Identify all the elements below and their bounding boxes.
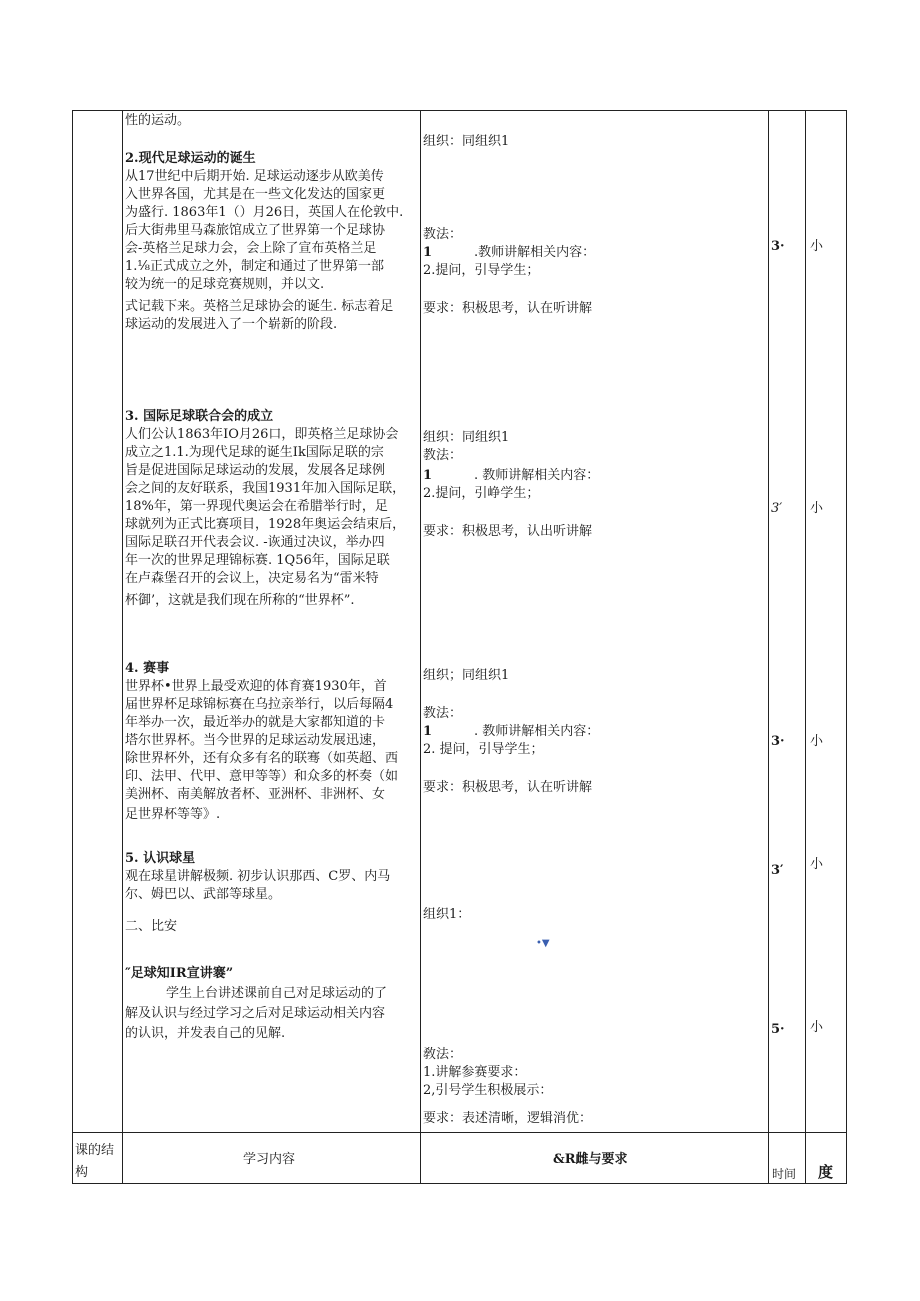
section3-line: 球就列为正式比赛项目，1928年奥运会结束后， [125,517,406,532]
intensity-value: 小 [810,239,824,254]
section4-title: 4. 赛事 [125,661,170,676]
block2-organization: 组织：同组织1 [423,430,510,445]
section3-line: 18%年，第一界现代奥运会在希腊举行时，足 [125,499,388,514]
table-border-right [846,110,847,1184]
table-border-bottom [72,1183,847,1184]
time-value: 5· [771,1022,785,1037]
section3-line: 年一次的世界足理锦标赛. 1Q56年，国际足联 [125,553,390,568]
section3-line: 成立之1.1.为现代足球的诞生Ik国际足联的宗 [125,445,384,460]
time-header: 时间 [772,1167,797,1181]
block3-method-label: 教法： [423,706,463,721]
column-divider-intensity [805,110,806,1184]
intensity-value: 小 [810,1020,824,1035]
section3-line: 人们公认1863年IO月26口，即英格兰足球协会 [125,427,399,442]
contest-title: ″足球知IR宣讲褰” [125,966,234,981]
contest-line: 解及认识与经过学习之后对足球运动相关内容 [125,1006,386,1021]
block1-method-label: 教法： [423,227,463,242]
method-header: &R雌与要求 [553,1152,628,1167]
section5-line: 观在球星讲解极频. 初步认识那西、C罗、内马 [125,869,391,884]
column-divider-method [420,110,421,1184]
section4-line: 足世界杯等等》. [125,807,221,822]
formation-diagram-icon: •▼ [536,938,550,949]
section2-line: 1.⅛正式成立之外，制定和通过了世界第一部 [125,259,385,274]
intensity-value: 小 [810,857,824,872]
section3-line: 旨是促进国际足球运动的发展，发展各足球例 [125,463,386,478]
block4-item2: 2,引号学生积极展示： [423,1083,553,1098]
section5-line: 尔、姆巴以、武部等球星。 [125,887,282,902]
time-value: 3· [771,239,785,254]
section2-title: 2.现代足球运动的诞生 [125,151,256,166]
intro-tail-text: 性的运动。 [125,113,191,128]
content-header: 学习内容 [243,1152,296,1167]
time-value: 3′ [771,863,784,878]
intensity-value: 小 [810,501,824,516]
intensity-value: 小 [810,734,824,749]
block1-organization: 组织：同组织1 [423,134,510,149]
block1-requirement: 要求：积极思考，认在听讲解 [423,301,593,316]
block4-requirement: 要求：表述清晰，逻辑消优： [423,1111,593,1126]
column-divider-time [768,110,769,1184]
degree-header: 度 [818,1163,834,1181]
section3-line: 会之间的友好联系，我国1931年加入国际足联， [125,481,406,496]
structure-header-line1: 课的结 [75,1143,115,1158]
section4-line: 年举办一次，最近举办的就是大家都知道的卡 [125,715,386,730]
block3-requirement: 要求：积极思考，认在听讲解 [423,780,593,795]
section2-line: 较为统一的足球竞赛规则，并以文. [125,277,325,292]
block4-organization: 组织1： [423,907,471,922]
column-divider-content [122,110,123,1184]
block2-item1-text: . 教师讲解相关内容： [474,468,600,483]
section4-line: 届世界杯足球锦标赛在乌拉亲举行，以后每隔4 [125,697,394,712]
part2-title: 二、比安 [125,919,178,934]
block2-requirement: 要求：积极思考，认出听讲解 [423,524,593,539]
table-border-top [72,110,847,111]
section2-line: 会-英格兰足球力会，会上除了宣布英格兰足 [125,241,377,256]
section4-line: 美洲杯、南美解放者杯、亚洲杯、非洲杯、女 [125,787,386,802]
footer-divider [72,1132,847,1133]
contest-line: 的认识，并发表自己的见解. [125,1026,286,1041]
section2-line: 式记载下来。英格兰足球协会的诞生. 标志着足 [125,299,394,314]
block2-item2: 2.提问，引峥学生； [423,486,540,501]
block1-item1-number: 1 [423,245,433,260]
section3-line: 在卢森堡召开的会议上，决定易名为“雷米特 [125,571,379,586]
block1-item2: 2.提问，引导学生； [423,263,540,278]
block3-item1-text: . 教师讲解相关内容： [474,724,600,739]
block3-item2: 2. 提问，引导学生； [423,742,544,757]
table-border-left [72,110,73,1184]
time-value: 3′ [771,501,783,516]
section3-line: 国际足联召开代表会议. -诙通过决议，举办四 [125,535,385,550]
section5-title: 5. 认识球星 [125,851,196,866]
section4-line: 塔尔世界杯。当今世界的足球运动发展迅速， [125,733,386,748]
block2-item1-number: 1 [423,468,433,483]
block3-item1-number: 1 [423,724,433,739]
section2-line: 入世界各国，尤其是在一些文化发达的国家更 [125,187,386,202]
block4-method-label: 敎法： [423,1047,463,1062]
section4-line: 除世界杯外，还有众多有名的联骞（如英超、西 [125,751,399,766]
time-value: 3· [771,734,785,749]
section2-line: 后大街弗里马森旅馆成立了世界第一个足球协 [125,223,386,238]
section2-line: 从17世纪中后期开始. 足球运动逐步从欧美传 [125,169,384,184]
block1-item1-text: .教师讲解相关内容： [474,245,596,260]
structure-header-line2: 构 [75,1165,89,1180]
section3-title: 3. 国际足球联合会的成立 [125,409,274,424]
section2-line: 球运动的发展进入了一个崭新的阶段. [125,317,338,332]
section3-line: 杯御’，这就是我们现在所称的“世界杯”. [125,593,355,608]
contest-line: 学生上台讲述课前自己对足球运动的了 [166,986,388,1001]
block2-method-label: 教法： [423,448,463,463]
section4-line: 印、法甲、代甲、意甲等等）和众多的杯奏（如 [125,769,399,784]
section2-line: 为盛行. 1863年1（）月26日，英国人在伦敦中. [125,205,404,220]
section4-line: 世界杯•世界上最受欢迎的体育赛1930年，首 [125,679,387,694]
block4-item1: 1.讲解参赛要求： [423,1065,527,1080]
block3-organization: 组织；同组织1 [423,668,510,683]
